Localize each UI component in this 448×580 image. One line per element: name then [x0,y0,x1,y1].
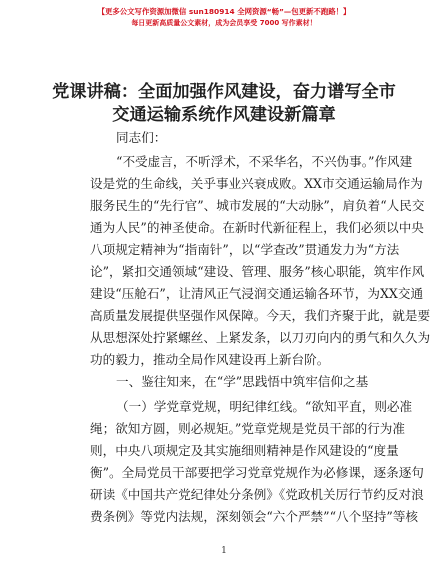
body-line: 八项规定精神为“指南针”，以“学查改”贯通发力为“方法 [90,242,400,257]
body-line: 论”，紧扣交通领域“建设、管理、服务”核心职能，筑牢作风 [90,264,425,279]
body-line: 服务民生的“先行官”、城市发展的“大动脉”，肩负着“人民交 [90,198,425,213]
page-number: 1 [221,546,227,556]
body-line: 通为人民”的神圣使命。在新时代新征程上，我们必须以中央 [90,220,424,235]
promo-banner [0,6,448,29]
body-line: 费条例》等党内法规，深刻领会“六个严禁”“八个坚持”等核 [90,509,419,524]
body-line: 则，中央八项规定及其实施细则精神是作风建设的“度量 [90,443,399,458]
document-title [36,81,412,127]
body-line: 研读《中国共产党纪律处分条例》《党政机关厉行节约反对浪 [90,487,424,502]
promo-banner-line-1: 【更多公文写作资源加微信 sun180914 全网资源“畅”—包更新不跑路！】 [97,7,351,16]
title-line-2: 交通运输系统作风建设新篇章 [112,105,336,125]
body-line: “不受虚言，不听浮术，不采华名，不兴伪事。”作风建 [116,154,413,169]
body-line: 高质量发展提供坚强作风保障。今天，我们齐聚于此，就是要 [90,308,431,323]
body-line: 从思想深处拧紧螺丝、上紧发条，以刀刃向内的勇气和久久为 [90,330,431,345]
body-line: （一）学党章党规，明纪律红线。“欲知平直，则必准 [116,399,413,414]
salutation: 同志们： [116,130,167,145]
section-heading: 一、鉴往知来，在“学”思践悟中筑牢信仰之基 [116,374,369,389]
promo-banner-line-2: 每日更新高质量公文素材，成为会员享受 7000 写作素材！ [131,19,317,27]
body-line: 绳；欲知方圆，则必规矩。”党章党规是党员干部的行为准 [90,421,405,436]
body-line: 功的毅力，推动全局作风建设再上新台阶。 [90,352,330,367]
body-line: 建设“压舱石”，让清风正气浸润交通运输各环节，为XX交通 [90,286,424,301]
body-line: 设是党的生命线，关乎事业兴衰成败。XX市交通运输局作为 [90,176,423,191]
title-line-1: 党课讲稿：全面加强作风建设，奋力谱写全市 [52,82,396,102]
body-line: 衡”。全局党员干部要把学习党章党规作为必修课，逐条逐句 [90,465,424,480]
